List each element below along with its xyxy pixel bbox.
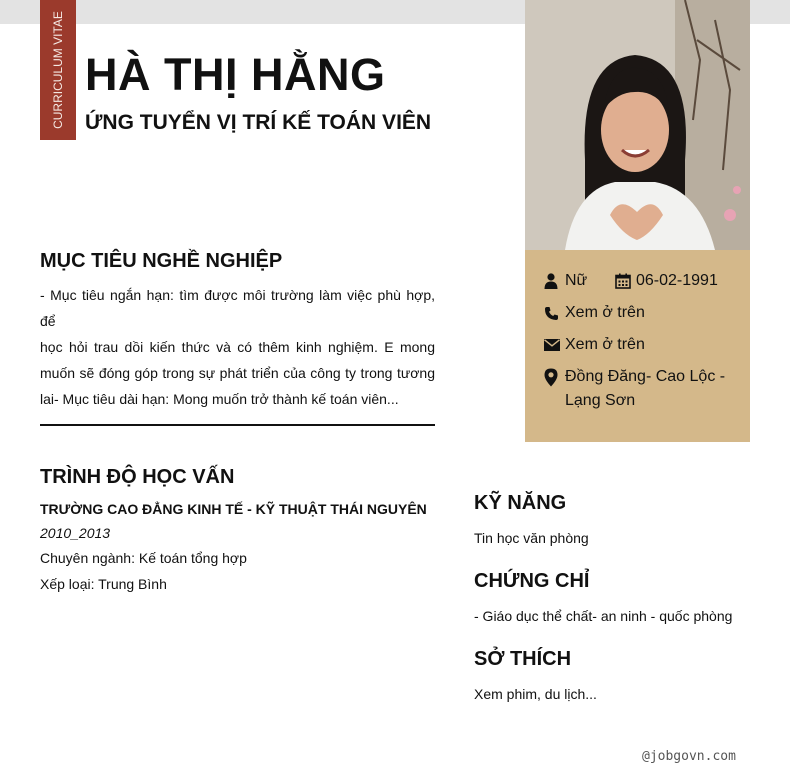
skills-title: KỸ NĂNG [474,492,567,514]
objective-line-2: học hỏi trau dồi kiến thức và có thêm kinh nghiệm. E mong [40,339,435,355]
phone-row [544,301,645,325]
phone-value: Xem ở trên [565,304,645,321]
skills-text: Tin học văn phòng [474,530,589,546]
gender-value: Nữ [565,272,588,289]
birthdate-value: 06-02-1991 [636,272,718,289]
candidate-name: HÀ THỊ HẰNG [85,49,386,100]
address-row [544,365,725,413]
objective-line-1: - Mục tiêu ngắn hạn: tìm được môi trường làm việc phù hợp, để [40,287,435,329]
applied-position: ỨNG TUYỂN VỊ TRÍ KẾ TOÁN VIÊN [85,111,432,134]
certificates-title: CHỨNG CHỈ [474,570,590,592]
objective-line-4: lai- Mục tiêu dài hạn: Mong muốn trở thành kế toán viên... [40,391,399,407]
location-pin-icon [544,365,561,389]
profile-photo [525,0,750,250]
email-value: Xem ở trên [565,336,645,353]
person-icon [544,269,561,293]
address-line-1: Đồng Đăng- Cao Lộc - [565,368,726,385]
hobbies-text: Xem phim, du lịch... [474,686,597,702]
calendar-icon [615,269,632,293]
curriculum-vitae-label: CURRICULUM VITAE [51,11,65,129]
certificates-text: - Giáo dục thể chất- an ninh - quốc phòng [474,608,733,624]
address-line-2: Lạng Sơn [565,392,636,409]
section-divider [40,424,435,426]
objective-text [40,282,435,412]
profile-photo-illustration [525,0,750,250]
gender-row [544,269,587,293]
education-period: 2010_2013 [40,525,111,541]
envelope-icon [544,333,561,357]
contact-info-box [525,250,750,442]
objective-title: MỤC TIÊU NGHỀ NGHIỆP [40,250,283,272]
education-grade: Xếp loại: Trung Bình [40,576,167,592]
birthdate-row [615,269,718,293]
address-value [565,365,725,413]
hobbies-title: SỞ THÍCH [474,648,572,670]
education-title: TRÌNH ĐỘ HỌC VẤN [40,466,235,488]
objective-line-3: muốn sẽ đóng góp trong sự phát triển của công ty trong tương [40,365,435,381]
jobgovn-watermark: @jobgovn.com [642,749,736,764]
education-school: TRƯỜNG CAO ĐẲNG KINH TẾ - KỸ THUẬT THÁI NGUYÊN [40,501,427,517]
education-major: Chuyên ngành: Kế toán tổng hợp [40,550,247,566]
phone-icon [544,301,561,325]
email-row [544,333,645,357]
curriculum-vitae-tab [40,0,76,140]
